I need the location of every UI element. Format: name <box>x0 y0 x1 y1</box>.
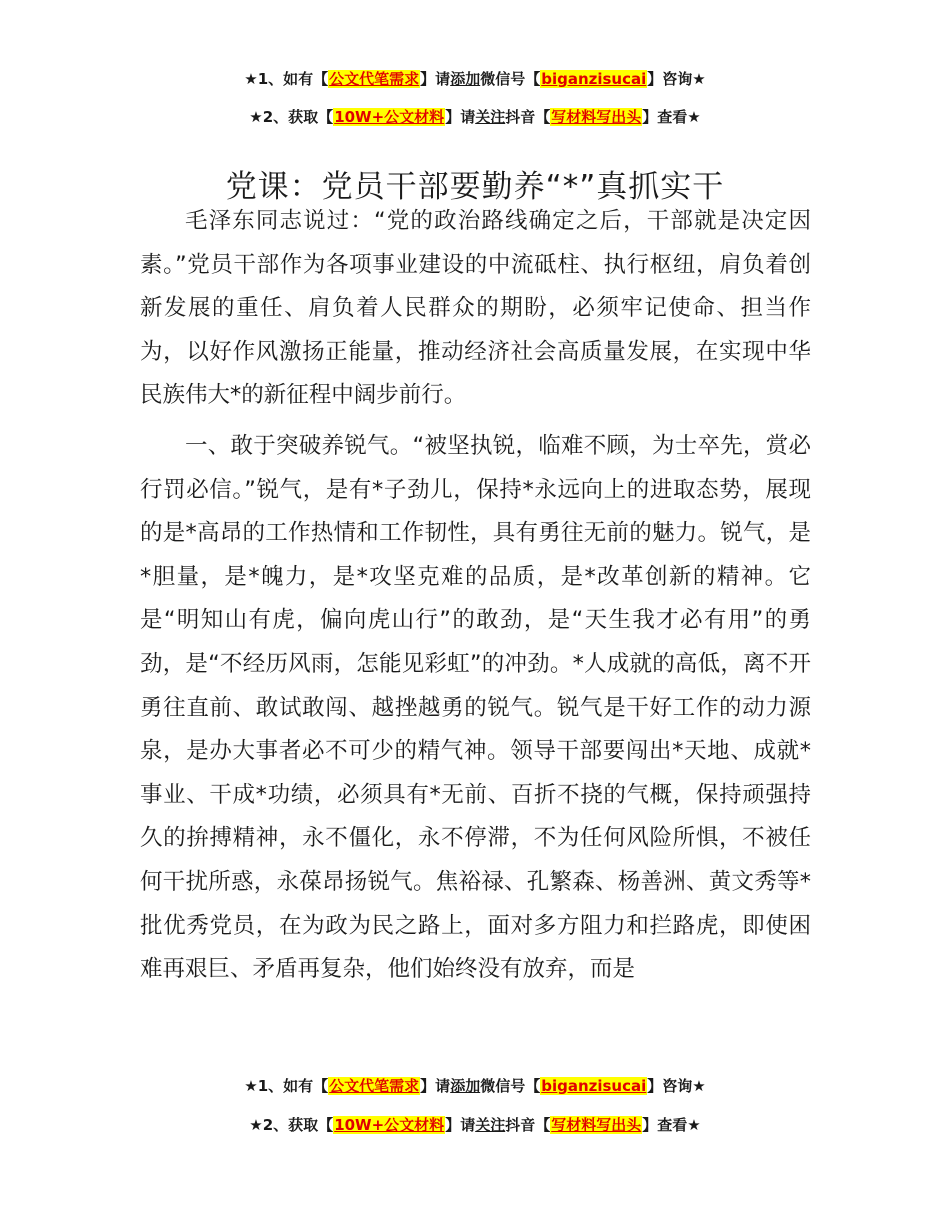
ad-text: 】咨询★ <box>647 1077 706 1095</box>
ad-text: 】请 <box>445 1116 476 1134</box>
footer-ad-line-1 <box>0 1075 950 1097</box>
materials-link[interactable]: 10W+公文材料 <box>334 1116 445 1134</box>
ad-text: 微信号【 <box>480 70 541 88</box>
wechat-id-link[interactable]: biganzisucai <box>541 1077 647 1095</box>
wechat-id-link[interactable]: biganzisucai <box>541 70 647 88</box>
ad-text: 】请 <box>445 108 476 126</box>
ad-text: ★1、如有【 <box>244 70 329 88</box>
document-body <box>140 200 811 992</box>
add-emphasis: 添加 <box>450 70 481 88</box>
ad-text: 】查看★ <box>642 1116 701 1134</box>
materials-link[interactable]: 10W+公文材料 <box>334 108 445 126</box>
ghostwriting-service-link[interactable]: 公文代笔需求 <box>329 1077 420 1095</box>
ad-text: 】请 <box>420 70 451 88</box>
ghostwriting-service-link[interactable]: 公文代笔需求 <box>329 70 420 88</box>
ad-text: 抖音【 <box>505 108 551 126</box>
follow-emphasis: 关注 <box>475 1116 506 1134</box>
paragraph-section-1: 一、敢于突破养锐气。“被坚执锐，临难不顾，为士卒先，赏必行罚必信。”锐气，是有*子劲儿，保持*永远向上的进取态势，展现的是*高昂的工作热情和工作韧性，具有勇往无前的魅力。锐气，是*胆量，是*魄力，是*攻坚克难的品质，是*改革创新的精神。它是“明知山有虎，偏向虎山行”的敢劲，是“天生我才必有用”的勇劲，是“不经历风雨，怎能见彩虹”的冲劲。*人成就的高低，离不开勇往直前、敢试敢闯、越挫越勇的锐气。锐气是干好工作的动力源泉，是办大事者必不可少的精气神。领导干部要闯出*天地、成就*事业、干成*功绩，必须具有*无前、百折不挠的气概，保持顽强持久的拚搏精神，永不僵化，永不停滞，不为任何风险所惧，不被任何干扰所惑，永葆昂扬锐气。焦裕禄、孔繁森、杨善洲、黄文秀等*批优秀党员，在为政为民之路上，面对多方阻力和拦路虎，即使困难再艰巨、矛盾再复杂，他们始终没有放弃，而是 <box>140 432 811 983</box>
header-ad-line-2 <box>0 106 950 128</box>
header-ad-line-1 <box>0 68 950 90</box>
ad-text: 】咨询★ <box>647 70 706 88</box>
ad-text: 微信号【 <box>480 1077 541 1095</box>
add-emphasis: 添加 <box>450 1077 481 1095</box>
follow-emphasis: 关注 <box>475 108 506 126</box>
ad-text: ★2、获取【 <box>249 108 334 126</box>
ad-text: ★1、如有【 <box>244 1077 329 1095</box>
douyin-account-link[interactable]: 写材料写出头 <box>551 108 642 126</box>
ad-text: 】查看★ <box>642 108 701 126</box>
paragraph-intro: 毛泽东同志说过：“党的政治路线确定之后，干部就是决定因素。”党员干部作为各项事业建设的中流砥柱、执行枢纽，肩负着创新发展的重任、肩负着人民群众的期盼，必须牢记使命、担当作为，以好作风激扬正能量，推动经济社会高质量发展，在实现中华民族伟大*的新征程中阔步前行。 <box>140 208 811 409</box>
ad-text: 】请 <box>420 1077 451 1095</box>
douyin-account-link[interactable]: 写材料写出头 <box>551 1116 642 1134</box>
ad-text: 抖音【 <box>505 1116 551 1134</box>
ad-text: ★2、获取【 <box>249 1116 334 1134</box>
footer-ad-line-2 <box>0 1114 950 1136</box>
document-title: 党课：党员干部要勤养“*”真抓实干 <box>225 168 725 205</box>
